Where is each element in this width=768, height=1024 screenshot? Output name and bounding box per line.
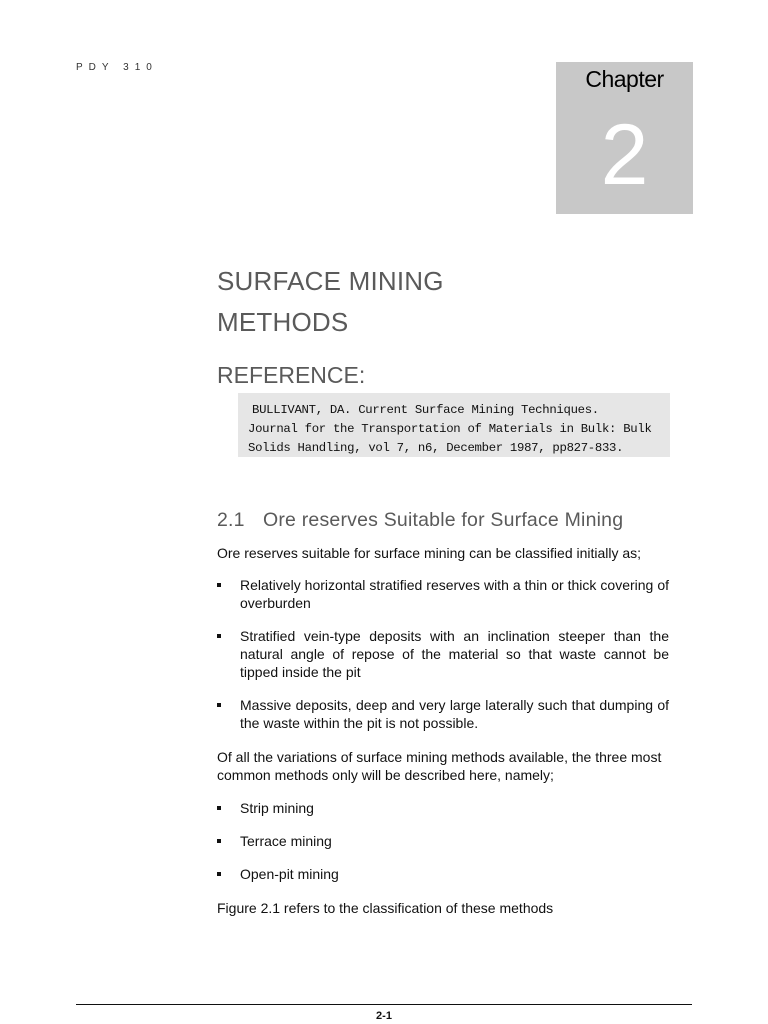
section-number: 2.1 — [217, 509, 245, 531]
reference-line: BULLIVANT, DA. Current Surface Mining Techniques. — [252, 403, 599, 417]
bullet-icon — [217, 634, 221, 638]
list-item — [217, 576, 669, 612]
bullet-icon — [217, 703, 221, 707]
list-item — [217, 799, 669, 817]
list-item — [217, 627, 669, 681]
intro-paragraph: Ore reserves suitable for surface mining can be classified initially as; — [217, 545, 642, 561]
figure-note: Figure 2.1 refers to the classification of these methods — [217, 900, 554, 916]
list-item — [217, 696, 669, 732]
chapter-number: 2 — [600, 107, 649, 203]
list-item-text: Massive deposits, deep and very large laterally such that dumping of the waste within the pit is not possible. — [240, 697, 669, 731]
reference-line: Journal for the Transportation of Materials in Bulk: Bulk — [248, 422, 652, 436]
page-title — [217, 261, 617, 343]
methods-list — [217, 799, 669, 898]
chapter-label: Chapter — [585, 66, 664, 92]
reference-heading: REFERENCE: — [217, 362, 366, 388]
reference-line: Solids Handling, vol 7, n6, December 1987, pp827-833. — [248, 441, 624, 455]
bullet-icon — [217, 839, 221, 843]
list-item-text: Stratified vein-type deposits with an inclination steeper than the natural angle of repose of the material so that waste cannot be tipped inside the pit — [240, 628, 669, 680]
chapter-box — [556, 62, 693, 214]
list-item-text: Open-pit mining — [240, 866, 339, 882]
bullet-icon — [217, 583, 221, 587]
title-line-2: METHODS — [217, 307, 349, 337]
list-item-text: Relatively horizontal stratified reserves with a thin or thick covering of overburden — [240, 577, 669, 611]
bullet-icon — [217, 806, 221, 810]
list-item — [217, 865, 669, 883]
list-item-text: Strip mining — [240, 800, 314, 816]
section-title: Ore reserves Suitable for Surface Mining — [263, 509, 624, 531]
page-number: 2-1 — [376, 1010, 392, 1022]
section-heading — [217, 509, 623, 532]
title-line-1: SURFACE MINING — [217, 266, 444, 296]
reference-box — [238, 393, 670, 457]
course-code: PDY 310 — [76, 62, 158, 73]
list-item — [217, 832, 669, 850]
reserve-types-list — [217, 576, 669, 747]
list-item-text: Terrace mining — [240, 833, 332, 849]
bullet-icon — [217, 872, 221, 876]
footer-divider — [76, 1004, 692, 1005]
methods-intro-paragraph: Of all the variations of surface mining methods available, the three most common methods only will be described here, namely; — [217, 749, 662, 783]
